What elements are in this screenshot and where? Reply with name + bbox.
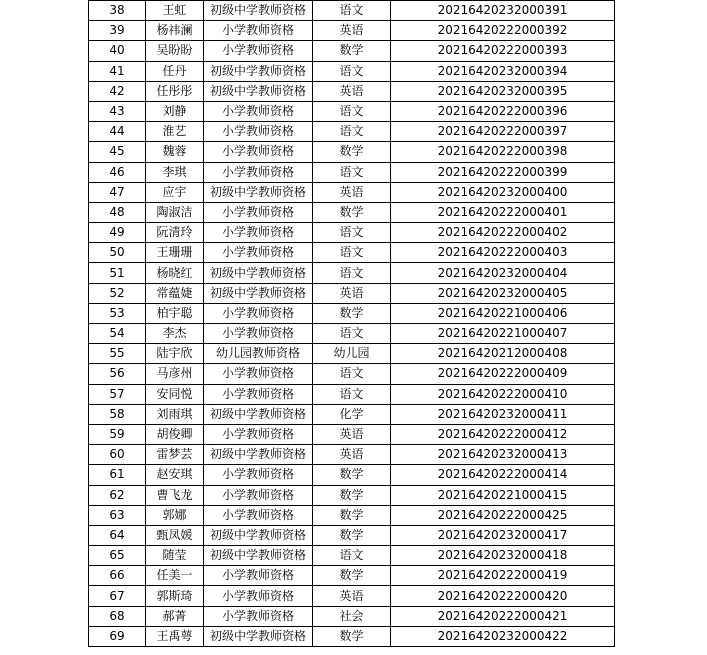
qualification-type-cell: 小学教师资格: [204, 162, 313, 182]
subject-cell: 数学: [313, 41, 391, 61]
certificate-number-cell: 20216420222000397: [391, 122, 615, 142]
row-number-cell: 55: [89, 344, 146, 364]
qualification-type-cell: 小学教师资格: [204, 202, 313, 222]
row-number-cell: 48: [89, 202, 146, 222]
table-row: [89, 162, 615, 182]
name-cell: 王虹: [146, 1, 204, 21]
subject-cell: 语文: [313, 243, 391, 263]
table-row: [89, 424, 615, 444]
certificate-number-cell: 20216420222000409: [391, 364, 615, 384]
table-row: [89, 525, 615, 545]
row-number-cell: 47: [89, 182, 146, 202]
subject-cell: 数学: [313, 202, 391, 222]
name-cell: 应宇: [146, 182, 204, 202]
name-cell: 吴盼盼: [146, 41, 204, 61]
row-number-cell: 59: [89, 424, 146, 444]
table-row: [89, 445, 615, 465]
name-cell: 陆宇欣: [146, 344, 204, 364]
name-cell: 杨祎澜: [146, 21, 204, 41]
table-row: [89, 404, 615, 424]
certificate-number-cell: 20216420222000410: [391, 384, 615, 404]
certificate-number-cell: 20216420232000400: [391, 182, 615, 202]
subject-cell: 数学: [313, 566, 391, 586]
subject-cell: 幼儿园: [313, 344, 391, 364]
row-number-cell: 61: [89, 465, 146, 485]
qualification-type-cell: 小学教师资格: [204, 101, 313, 121]
certificate-number-cell: 20216420232000394: [391, 61, 615, 81]
qualification-type-cell: 小学教师资格: [204, 606, 313, 626]
table-row: [89, 21, 615, 41]
table-row: [89, 101, 615, 121]
qualification-type-cell: 初级中学教师资格: [204, 81, 313, 101]
name-cell: 任彤彤: [146, 81, 204, 101]
qualification-type-cell: 初级中学教师资格: [204, 1, 313, 21]
row-number-cell: 41: [89, 61, 146, 81]
row-number-cell: 38: [89, 1, 146, 21]
subject-cell: 数学: [313, 485, 391, 505]
row-number-cell: 50: [89, 243, 146, 263]
qualification-type-cell: 小学教师资格: [204, 586, 313, 606]
name-cell: 李杰: [146, 324, 204, 344]
table-row: [89, 81, 615, 101]
table-row: [89, 626, 615, 646]
subject-cell: 语文: [313, 546, 391, 566]
name-cell: 雷梦芸: [146, 445, 204, 465]
certificate-number-cell: 20216420232000418: [391, 546, 615, 566]
row-number-cell: 40: [89, 41, 146, 61]
subject-cell: 数学: [313, 505, 391, 525]
table-row: [89, 263, 615, 283]
certificate-number-cell: 20216420222000402: [391, 223, 615, 243]
qualification-type-cell: 小学教师资格: [204, 142, 313, 162]
name-cell: 甄凤媛: [146, 525, 204, 545]
qualification-type-cell: 初级中学教师资格: [204, 263, 313, 283]
subject-cell: 英语: [313, 21, 391, 41]
subject-cell: 数学: [313, 525, 391, 545]
qualification-type-cell: 小学教师资格: [204, 505, 313, 525]
subject-cell: 语文: [313, 61, 391, 81]
subject-cell: 语文: [313, 101, 391, 121]
certificate-number-cell: 20216420222000392: [391, 21, 615, 41]
table-row: [89, 61, 615, 81]
qualification-type-cell: 初级中学教师资格: [204, 626, 313, 646]
certificate-number-cell: 20216420222000401: [391, 202, 615, 222]
certificate-number-cell: 20216420232000391: [391, 1, 615, 21]
certificate-number-cell: 20216420222000399: [391, 162, 615, 182]
qualification-type-cell: 小学教师资格: [204, 424, 313, 444]
row-number-cell: 57: [89, 384, 146, 404]
qualification-type-cell: 小学教师资格: [204, 465, 313, 485]
name-cell: 杨晓红: [146, 263, 204, 283]
certificate-number-cell: 20216420232000405: [391, 283, 615, 303]
name-cell: 马彦州: [146, 364, 204, 384]
certificate-number-cell: 20216420222000420: [391, 586, 615, 606]
qualification-type-cell: 小学教师资格: [204, 485, 313, 505]
qualification-type-cell: 初级中学教师资格: [204, 182, 313, 202]
certificate-number-cell: 20216420232000404: [391, 263, 615, 283]
certificate-number-cell: 20216420221000415: [391, 485, 615, 505]
name-cell: 随莹: [146, 546, 204, 566]
qualification-type-cell: 初级中学教师资格: [204, 61, 313, 81]
name-cell: 李琪: [146, 162, 204, 182]
table-row: [89, 243, 615, 263]
name-cell: 赵安琪: [146, 465, 204, 485]
row-number-cell: 56: [89, 364, 146, 384]
qualification-type-cell: 小学教师资格: [204, 243, 313, 263]
table-row: [89, 586, 615, 606]
table-row: [89, 606, 615, 626]
table-row: [89, 1, 615, 21]
row-number-cell: 67: [89, 586, 146, 606]
qualification-type-cell: 小学教师资格: [204, 384, 313, 404]
certificate-number-cell: 20216420222000396: [391, 101, 615, 121]
qualification-type-cell: 小学教师资格: [204, 324, 313, 344]
certificate-number-cell: 20216420232000413: [391, 445, 615, 465]
name-cell: 阮清玲: [146, 223, 204, 243]
table-row: [89, 122, 615, 142]
row-number-cell: 62: [89, 485, 146, 505]
subject-cell: 语文: [313, 122, 391, 142]
certificate-number-cell: 20216420222000414: [391, 465, 615, 485]
name-cell: 魏蓉: [146, 142, 204, 162]
table-row: [89, 182, 615, 202]
name-cell: 郭斯琦: [146, 586, 204, 606]
qualification-type-cell: 初级中学教师资格: [204, 404, 313, 424]
row-number-cell: 65: [89, 546, 146, 566]
name-cell: 郝菁: [146, 606, 204, 626]
table-row: [89, 566, 615, 586]
qualification-type-cell: 初级中学教师资格: [204, 546, 313, 566]
qualification-type-cell: 小学教师资格: [204, 303, 313, 323]
row-number-cell: 68: [89, 606, 146, 626]
table-row: [89, 223, 615, 243]
roster-table: [88, 0, 615, 647]
certificate-number-cell: 20216420232000417: [391, 525, 615, 545]
subject-cell: 数学: [313, 142, 391, 162]
table-row: [89, 485, 615, 505]
name-cell: 郭娜: [146, 505, 204, 525]
table-row: [89, 324, 615, 344]
subject-cell: 语文: [313, 162, 391, 182]
row-number-cell: 53: [89, 303, 146, 323]
name-cell: 刘静: [146, 101, 204, 121]
name-cell: 常蕴婕: [146, 283, 204, 303]
table-body: [89, 1, 615, 647]
subject-cell: 英语: [313, 283, 391, 303]
certificate-number-cell: 20216420232000422: [391, 626, 615, 646]
row-number-cell: 49: [89, 223, 146, 243]
row-number-cell: 66: [89, 566, 146, 586]
name-cell: 任丹: [146, 61, 204, 81]
qualification-type-cell: 小学教师资格: [204, 122, 313, 142]
row-number-cell: 63: [89, 505, 146, 525]
name-cell: 安同悦: [146, 384, 204, 404]
table-row: [89, 142, 615, 162]
certificate-number-cell: 20216420221000406: [391, 303, 615, 323]
subject-cell: 数学: [313, 303, 391, 323]
name-cell: 淮艺: [146, 122, 204, 142]
qualification-type-cell: 幼儿园教师资格: [204, 344, 313, 364]
name-cell: 胡俊卿: [146, 424, 204, 444]
qualification-type-cell: 小学教师资格: [204, 41, 313, 61]
certificate-number-cell: 20216420222000412: [391, 424, 615, 444]
table-row: [89, 202, 615, 222]
row-number-cell: 60: [89, 445, 146, 465]
qualification-type-cell: 初级中学教师资格: [204, 525, 313, 545]
qualification-type-cell: 小学教师资格: [204, 223, 313, 243]
row-number-cell: 58: [89, 404, 146, 424]
table-row: [89, 344, 615, 364]
certificate-number-cell: 20216420212000408: [391, 344, 615, 364]
row-number-cell: 64: [89, 525, 146, 545]
qualification-type-cell: 小学教师资格: [204, 21, 313, 41]
qualification-type-cell: 初级中学教师资格: [204, 283, 313, 303]
certificate-number-cell: 20216420221000407: [391, 324, 615, 344]
subject-cell: 语文: [313, 263, 391, 283]
certificate-number-cell: 20216420232000411: [391, 404, 615, 424]
certificate-number-cell: 20216420222000421: [391, 606, 615, 626]
table-row: [89, 546, 615, 566]
table-row: [89, 283, 615, 303]
subject-cell: 数学: [313, 626, 391, 646]
subject-cell: 语文: [313, 384, 391, 404]
subject-cell: 英语: [313, 182, 391, 202]
subject-cell: 语文: [313, 1, 391, 21]
certificate-number-cell: 20216420222000419: [391, 566, 615, 586]
table-row: [89, 364, 615, 384]
table-row: [89, 41, 615, 61]
row-number-cell: 54: [89, 324, 146, 344]
subject-cell: 语文: [313, 223, 391, 243]
subject-cell: 英语: [313, 586, 391, 606]
subject-cell: 数学: [313, 465, 391, 485]
table-row: [89, 465, 615, 485]
row-number-cell: 43: [89, 101, 146, 121]
subject-cell: 语文: [313, 324, 391, 344]
row-number-cell: 69: [89, 626, 146, 646]
name-cell: 刘雨琪: [146, 404, 204, 424]
name-cell: 曹飞龙: [146, 485, 204, 505]
subject-cell: 英语: [313, 445, 391, 465]
subject-cell: 英语: [313, 81, 391, 101]
subject-cell: 化学: [313, 404, 391, 424]
subject-cell: 语文: [313, 364, 391, 384]
name-cell: 王禹萼: [146, 626, 204, 646]
qualification-type-cell: 小学教师资格: [204, 566, 313, 586]
name-cell: 柏宇聪: [146, 303, 204, 323]
certificate-number-cell: 20216420222000398: [391, 142, 615, 162]
row-number-cell: 44: [89, 122, 146, 142]
name-cell: 陶淑洁: [146, 202, 204, 222]
table-row: [89, 384, 615, 404]
table-row: [89, 505, 615, 525]
certificate-number-cell: 20216420222000393: [391, 41, 615, 61]
row-number-cell: 45: [89, 142, 146, 162]
certificate-number-cell: 20216420222000425: [391, 505, 615, 525]
row-number-cell: 51: [89, 263, 146, 283]
qualification-type-cell: 初级中学教师资格: [204, 445, 313, 465]
row-number-cell: 39: [89, 21, 146, 41]
certificate-number-cell: 20216420232000395: [391, 81, 615, 101]
row-number-cell: 46: [89, 162, 146, 182]
row-number-cell: 52: [89, 283, 146, 303]
table-row: [89, 303, 615, 323]
subject-cell: 英语: [313, 424, 391, 444]
certificate-number-cell: 20216420222000403: [391, 243, 615, 263]
name-cell: 王珊珊: [146, 243, 204, 263]
subject-cell: 社会: [313, 606, 391, 626]
row-number-cell: 42: [89, 81, 146, 101]
qualification-type-cell: 小学教师资格: [204, 364, 313, 384]
name-cell: 任美一: [146, 566, 204, 586]
